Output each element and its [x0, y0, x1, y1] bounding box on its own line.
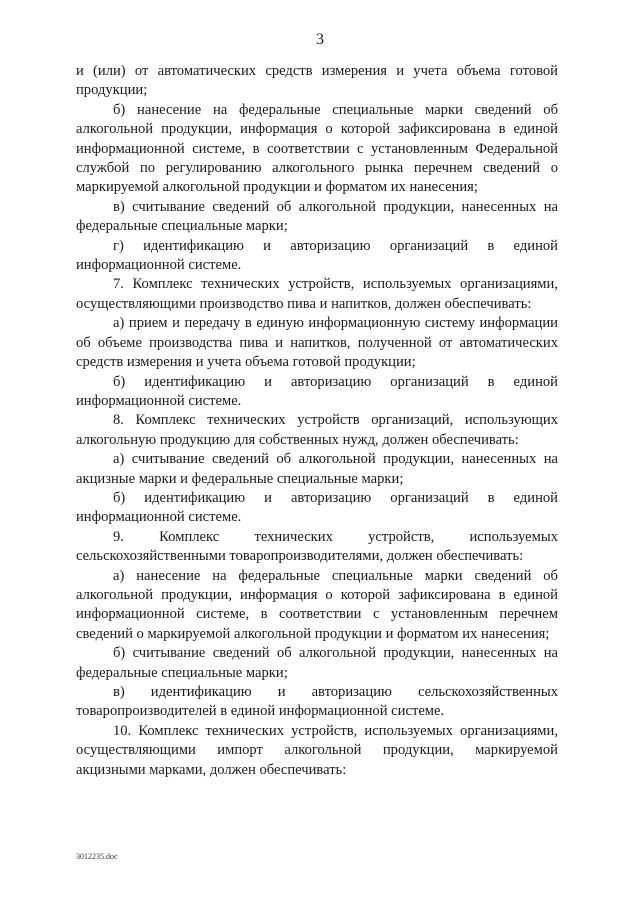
- paragraph-section-10: 10. Комплекс технических устройств, используемых организациями, осуществляющими импорт алкогольной продукции, маркируемой акцизными марками, должен обеспечивать:: [76, 722, 558, 778]
- paragraph-item-7b: б) идентификацию и авторизацию организаций в единой информационной системе.: [76, 373, 558, 409]
- paragraph-item-6g: г) идентификацию и авторизацию организаций в единой информационной системе.: [76, 237, 558, 274]
- paragraph-item-9v: в) идентификацию и авторизацию сельскохозяйственных товаропроизводителей в единой информационной системе.: [76, 684, 558, 720]
- paragraph-item-6b: б) нанесение на федеральные специальные марки сведений об алкогольной продукции, информация о которой зафиксирована в единой информационной системе, в соответствии с установленным Федеральной службой по регулированию алкогольного рынка перечнем сведений о маркируемой алкогольной продукции и форматом их нанесения;: [76, 101, 558, 196]
- document-filename: 3012235.doc: [76, 852, 118, 861]
- paragraph-section-9: 9. Комплекс технических устройств, используемых сельскохозяйственными товаропроизводителями, должен обеспечивать:: [76, 528, 558, 565]
- paragraph-section-8: 8. Комплекс технических устройств организаций, использующих алкогольную продукцию для собственных нужд, должен обеспечивать:: [76, 412, 558, 448]
- paragraph-item-8a: а) считывание сведений об алкогольной продукции, нанесенных на акцизные марки и федеральные специальные марки;: [76, 451, 558, 487]
- paragraph-section-7: 7. Комплекс технических устройств, используемых организациями, осуществляющими производство пива и напитков, должен обеспечивать:: [76, 276, 558, 312]
- paragraph-item-9b: б) считывание сведений об алкогольной продукции, нанесенных на федеральные специальные марки;: [76, 645, 558, 681]
- page-number: 3: [316, 31, 324, 48]
- paragraph-item-7a: а) прием и передачу в единую информационную систему информации об объеме производства пива и напитков, полученной от автоматических средств измерения и учета объема готовой продукции;: [76, 315, 558, 371]
- paragraph-item-9a: а) нанесение на федеральные специальные марки сведений об алкогольной продукции, информация о которой зафиксирована в единой информационной системе, в соответствии с установленным перечнем сведений о маркируемой алкогольной продукции и форматом их нанесения;: [76, 567, 558, 642]
- paragraph-continuation: и (или) от автоматических средств измерения и учета объема готовой продукции;: [76, 63, 558, 99]
- paragraph-item-6v: в) считывание сведений об алкогольной продукции, нанесенных на федеральные специальные марки;: [76, 198, 558, 235]
- paragraph-item-8b: б) идентификацию и авторизацию организаций в единой информационной системе.: [76, 489, 558, 526]
- document-body: [76, 62, 558, 780]
